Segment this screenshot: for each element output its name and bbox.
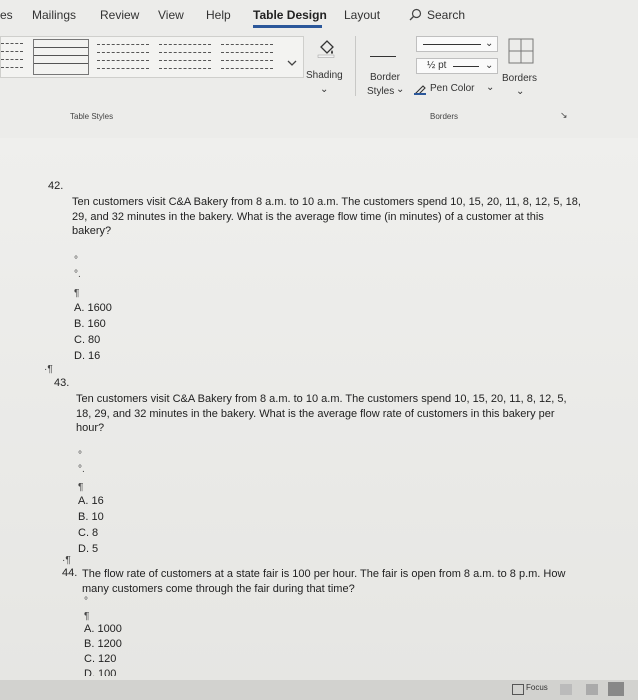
group-label-borders: Borders	[430, 112, 459, 121]
answer-option: D. 100	[84, 668, 117, 676]
borders-grid-icon	[508, 38, 534, 64]
focus-label: Focus	[526, 683, 548, 692]
gallery-scroll-icon[interactable]	[285, 41, 299, 73]
paragraph-mark: °.	[78, 464, 85, 475]
shading-button[interactable]	[304, 34, 348, 98]
table-style-light-1[interactable]	[97, 39, 149, 73]
question-number: 43.	[54, 377, 70, 389]
answer-option: D. 16	[74, 350, 101, 362]
borders-label: Borders	[502, 73, 538, 84]
read-mode-icon[interactable]	[560, 684, 572, 695]
table-style-plain[interactable]	[1, 39, 23, 73]
active-tab-indicator	[253, 25, 322, 28]
paragraph-mark: °	[78, 450, 82, 461]
pilcrow-mark: ·¶	[62, 555, 71, 566]
answer-option: A. 16	[78, 495, 104, 507]
chevron-down-icon: ⌄	[485, 60, 494, 71]
search-box[interactable]	[409, 6, 469, 24]
tab-mailings[interactable]: Mailings	[32, 8, 77, 22]
answer-option: D. 5	[78, 543, 99, 555]
question-number: 42.	[48, 180, 64, 192]
pilcrow-mark: ¶	[84, 611, 90, 622]
tab-partial[interactable]: es	[0, 8, 13, 22]
tab-help[interactable]: Help	[206, 8, 231, 22]
answer-option: C. 8	[78, 527, 99, 539]
question-text: Ten customers visit C&A Bakery from 8 a.m. to 10 a.m. The customers spend 10, 15, 20, 11, 8, 12, 5, 18, 29, and 32 minutes in the bakery. What is the average flow rate of customers in this bakery per hour?	[76, 393, 567, 434]
shading-label: Shading	[306, 70, 343, 81]
pen-color-button[interactable]	[414, 81, 504, 97]
tab-review[interactable]: Review	[100, 8, 140, 22]
chevron-down-icon: ⌄	[320, 84, 329, 95]
ribbon	[0, 0, 638, 138]
pen-weight-value: ½ pt	[427, 60, 447, 71]
search-label: Search	[427, 8, 466, 22]
paragraph-mark: °	[84, 596, 88, 607]
pilcrow-mark: ¶	[78, 482, 84, 493]
question-text: Ten customers visit C&A Bakery from 8 a.m. to 10 a.m. The customers spend 10, 15, 20, 11, 8, 12, 5, 18, 29, and 32 minutes in the bakery. What is the average flow time (in minutes) of a customer at this bakery?	[72, 196, 581, 237]
focus-button[interactable]	[512, 683, 552, 696]
pen-style-dropdown[interactable]	[416, 36, 498, 52]
borders-button[interactable]	[502, 36, 540, 98]
print-layout-icon[interactable]	[586, 684, 598, 695]
question-text: The flow rate of customers at a state fair is 100 per hour. The fair is open from 8 a.m. to 8 p.m. How many customers come through the fair during that time?	[82, 568, 566, 595]
pilcrow-mark: ¶	[74, 288, 80, 299]
ribbon-tabs	[0, 0, 638, 30]
answer-option: B. 10	[78, 511, 104, 523]
paragraph-mark: °.	[74, 269, 81, 280]
table-styles-gallery[interactable]	[0, 36, 304, 78]
pen-icon	[414, 83, 426, 95]
pilcrow-mark: ·¶	[44, 364, 53, 375]
answer-option: C. 120	[84, 653, 117, 665]
answer-option: B. 1200	[84, 638, 122, 650]
answer-option: B. 160	[74, 318, 106, 330]
border-line-icon	[370, 56, 396, 57]
pen-weight-dropdown[interactable]	[416, 58, 498, 74]
table-style-grid[interactable]	[33, 39, 89, 75]
tab-table-design[interactable]: Table Design	[253, 8, 327, 22]
chevron-down-icon: ⌄	[396, 84, 405, 95]
tab-layout[interactable]: Layout	[344, 8, 381, 22]
answer-option: A. 1600	[74, 302, 112, 314]
answer-option: A. 1000	[84, 623, 122, 635]
search-icon	[409, 8, 422, 21]
dialog-launcher-icon[interactable]: ↘	[560, 110, 568, 120]
answer-option: C. 80	[74, 334, 101, 346]
document-area[interactable]	[0, 138, 638, 686]
chevron-down-icon: ⌄	[486, 82, 495, 93]
paint-bucket-icon	[316, 38, 336, 58]
border-styles-button[interactable]	[362, 34, 410, 100]
focus-icon	[512, 684, 524, 695]
pen-color-label: Pen Color	[430, 83, 475, 94]
group-label-table-styles: Table Styles	[70, 112, 114, 121]
paragraph-mark: °	[74, 255, 78, 266]
chevron-down-icon: ⌄	[485, 38, 494, 49]
table-style-light-3[interactable]	[221, 39, 273, 73]
web-layout-icon[interactable]	[608, 682, 624, 696]
divider	[355, 36, 356, 96]
border-label: Border	[370, 72, 401, 83]
chevron-down-icon: ⌄	[516, 86, 525, 97]
question-number: 44.	[62, 567, 78, 579]
status-bar	[0, 680, 638, 700]
border-styles-label: Styles	[367, 86, 395, 97]
tab-view[interactable]: View	[158, 8, 184, 22]
table-style-light-2[interactable]	[159, 39, 211, 73]
